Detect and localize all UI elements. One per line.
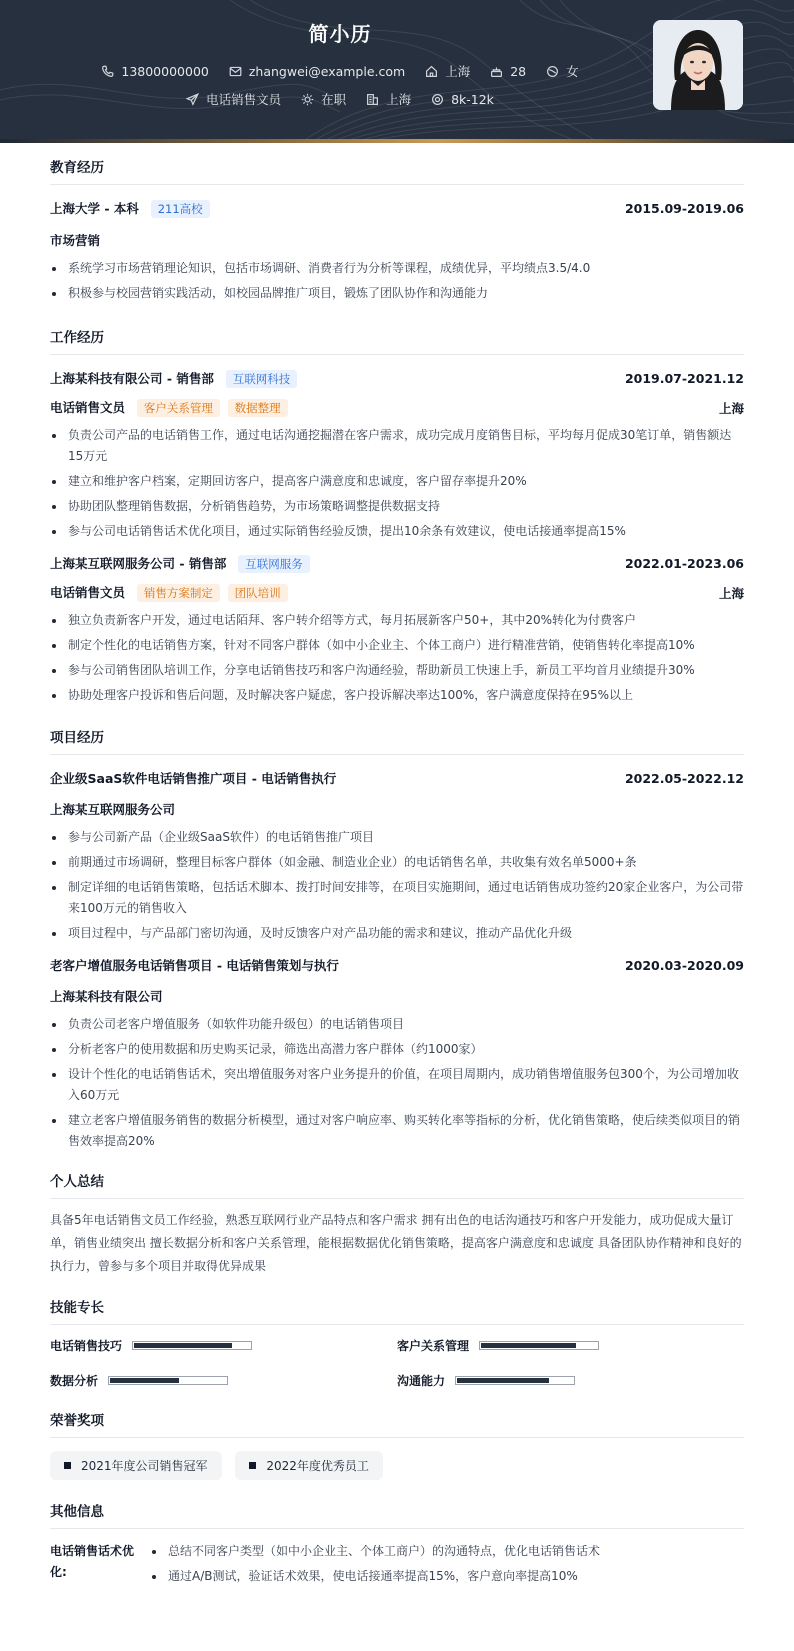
- intent-salary-text: 8k-12k: [451, 91, 494, 107]
- work-company: 上海某互联网服务公司 - 销售部: [50, 556, 227, 571]
- candidate-name: 简小历: [308, 22, 372, 46]
- list-item: 前期通过市场调研，整理目标客户群体（如金融、制造业企业）的电话销售名单，共收集有效名单5000+条: [50, 852, 744, 873]
- award-text: 2021年度公司销售冠军: [81, 1459, 208, 1473]
- phone-icon: [101, 65, 114, 78]
- intent-position-text: 电话销售文员: [206, 92, 282, 107]
- work-entry-header: [50, 554, 744, 573]
- work-date: 2022.01-2023.06: [624, 556, 744, 571]
- work-company-group: [50, 554, 310, 573]
- avatar: [653, 20, 743, 110]
- project-bullets: [50, 827, 744, 944]
- skills-grid: [50, 1337, 744, 1389]
- resume-header: [0, 0, 794, 143]
- award-bullet-icon: [64, 1462, 71, 1469]
- list-item: 制定个性化的电话销售方案，针对不同客户群体（如中小企业主、个体工商户）进行精准营销，使销售转化率提高10%: [50, 635, 744, 656]
- contact-location-text: 上海: [445, 64, 471, 79]
- intent-city: [366, 90, 411, 108]
- list-item: 系统学习市场营销理论知识，包括市场调研、消费者行为分析等课程，成绩优异，平均绩点3.5/4.0: [50, 258, 744, 279]
- project-name: 企业级SaaS软件电话销售推广项目 - 电话销售执行: [50, 771, 337, 786]
- awards-list: [50, 1451, 744, 1480]
- section-title-projects: 项目经历: [50, 726, 744, 755]
- list-item: 参与公司电话销售话术优化项目，通过实际销售经验反馈，提出10余条有效建议，使电话接通率提高15%: [50, 521, 744, 542]
- avatar-portrait: [653, 20, 743, 110]
- skill-label: 沟通能力: [397, 1374, 446, 1388]
- skill-item: [50, 1337, 397, 1354]
- work-entry: [50, 554, 744, 706]
- education-school-tag: 211高校: [151, 200, 210, 218]
- contact-phone: [101, 64, 208, 79]
- work-skill-tag: 数据整理: [228, 399, 288, 417]
- work-role: 电话销售文员: [50, 585, 126, 600]
- section-title-summary: 个人总结: [50, 1170, 744, 1199]
- work-industry-tag: 互联网服务: [238, 555, 310, 573]
- projects-section: [50, 726, 744, 1152]
- work-city: 上海: [718, 400, 744, 416]
- project-entry: [50, 769, 744, 944]
- list-item: 总结不同客户类型（如中小企业主、个体工商户）的沟通特点，优化电话销售话术: [150, 1541, 600, 1562]
- summary-section: [50, 1170, 744, 1278]
- other-bullets: [150, 1541, 600, 1591]
- contact-age: [490, 64, 526, 79]
- education-major: 市场营销: [50, 233, 101, 248]
- work-skill-tag: 团队培训: [228, 584, 288, 602]
- list-item: 建立和维护客户档案，定期回访客户，提高客户满意度和忠诚度，客户留存率提升20%: [50, 471, 744, 492]
- skill-fill: [110, 1378, 179, 1383]
- other-section: [50, 1500, 744, 1591]
- skill-bar: [479, 1341, 599, 1350]
- other-label: 电话销售话术优化:: [50, 1544, 135, 1579]
- skill-bar: [132, 1341, 252, 1350]
- section-title-skills: 技能专长: [50, 1296, 744, 1325]
- work-skill-tag: 客户关系管理: [137, 399, 220, 417]
- award-bullet-icon: [249, 1462, 256, 1469]
- work-company-group: [50, 369, 297, 388]
- list-item: 协助处理客户投诉和售后问题，及时解决客户疑虑，客户投诉解决率达100%，客户满意度保持在95%以上: [50, 685, 744, 706]
- education-school-group: [50, 199, 210, 218]
- contact-email: [229, 64, 405, 79]
- job-intent-row: [0, 90, 680, 109]
- contact-age-text: 28: [510, 63, 527, 79]
- list-item: 协助团队整理销售数据，分析销售趋势，为市场策略调整提供数据支持: [50, 496, 744, 517]
- work-skill-tag: 销售方案制定: [137, 584, 220, 602]
- list-item: 制定详细的电话销售策略，包括话术脚本、拨打时间安排等，在项目实施期间，通过电话销售成功签约20家企业客户，为公司带来100万元的销售收入: [50, 877, 744, 919]
- intent-status-text: 在职: [321, 92, 347, 107]
- intent-status: [301, 90, 346, 108]
- contact-email-text: zhangwei@example.com: [248, 63, 406, 79]
- contact-phone-text: 13800000000: [121, 63, 209, 79]
- building-icon: [366, 93, 379, 106]
- skill-bar: [455, 1376, 575, 1385]
- skill-bar: [108, 1376, 228, 1385]
- project-org: 上海某互联网服务公司: [50, 802, 176, 817]
- send-icon: [186, 93, 199, 106]
- intent-position: [186, 90, 281, 108]
- intent-salary: [431, 92, 494, 107]
- education-school: 上海大学 - 本科: [50, 201, 139, 216]
- project-entry: [50, 956, 744, 1152]
- work-role-group: [50, 583, 288, 602]
- cake-icon: [490, 65, 503, 78]
- skill-fill: [457, 1378, 549, 1383]
- work-role: 电话销售文员: [50, 400, 126, 415]
- section-title-work: 工作经历: [50, 326, 744, 355]
- education-header-row: [50, 199, 744, 218]
- work-bullets: [50, 425, 744, 542]
- skill-fill: [134, 1343, 232, 1348]
- mail-icon: [229, 65, 242, 78]
- work-role-group: [50, 398, 288, 417]
- intent-city-text: 上海: [386, 92, 412, 107]
- skills-section: [50, 1296, 744, 1389]
- status-icon: [301, 93, 314, 106]
- work-industry-tag: 互联网科技: [226, 370, 298, 388]
- work-role-row: [50, 583, 744, 602]
- skill-fill: [481, 1343, 576, 1348]
- work-section: [50, 326, 744, 706]
- skill-label: 电话销售技巧: [50, 1339, 123, 1353]
- education-bullets: [50, 258, 744, 304]
- skill-item: [397, 1372, 744, 1389]
- list-item: 建立老客户增值服务销售的数据分析模型，通过对客户响应率、购买转化率等指标的分析，优化销售策略，使后续类似项目的销售效率提高20%: [50, 1110, 744, 1152]
- other-row: [50, 1541, 744, 1591]
- award-badge: [235, 1451, 383, 1480]
- list-item: 参与公司新产品（企业级SaaS软件）的电话销售推广项目: [50, 827, 744, 848]
- education-section: [50, 156, 744, 304]
- skill-item: [397, 1337, 744, 1354]
- list-item: 通过A/B测试，验证话术效果，使电话接通率提高15%，客户意向率提高10%: [150, 1566, 600, 1587]
- work-city: 上海: [718, 585, 744, 601]
- awards-section: [50, 1409, 744, 1480]
- skill-label: 客户关系管理: [397, 1339, 470, 1353]
- contact-location: [425, 62, 470, 80]
- work-entry: [50, 369, 744, 542]
- work-role-row: [50, 398, 744, 417]
- salary-icon: [431, 93, 444, 106]
- project-date: 2022.05-2022.12: [624, 770, 744, 786]
- summary-text: 具备5年电话销售文员工作经验，熟悉互联网行业产品特点和客户需求 拥有出色的电话沟通技巧和客户开发能力，成功促成大量订单，销售业绩突出 擅长数据分析和客户关系管理，能根据数据优化销售策略，提高客户满意度和忠诚度 具备团队协作精神和良好的执行力，曾参与多个项目并取得优异成果: [50, 1213, 742, 1273]
- award-badge: [50, 1451, 222, 1480]
- list-item: 参与公司销售团队培训工作，分享电话销售技巧和客户沟通经验，帮助新员工快速上手，新员工平均首月业绩提升30%: [50, 660, 744, 681]
- project-org: 上海某科技有限公司: [50, 989, 163, 1004]
- work-entry-header: [50, 369, 744, 388]
- list-item: 分析老客户的使用数据和历史购买记录，筛选出高潜力客户群体（约1000家）: [50, 1039, 744, 1060]
- project-header: [50, 956, 744, 974]
- project-name: 老客户增值服务电话销售项目 - 电话销售策划与执行: [50, 958, 339, 973]
- work-date: 2019.07-2021.12: [624, 371, 744, 386]
- section-title-education: 教育经历: [50, 156, 744, 185]
- resume-body: [50, 143, 744, 1591]
- education-date: 2015.09-2019.06: [624, 201, 744, 216]
- list-item: 设计个性化的电话销售话术，突出增值服务对客户业务提升的价值，在项目周期内，成功销售增值服务包300个，为公司增加收入60万元: [50, 1064, 744, 1106]
- work-company: 上海某科技有限公司 - 销售部: [50, 371, 214, 386]
- section-title-other: 其他信息: [50, 1500, 744, 1529]
- list-item: 项目过程中，与产品部门密切沟通，及时反馈客户对产品功能的需求和建议，推动产品优化升级: [50, 923, 744, 944]
- skill-item: [50, 1372, 397, 1389]
- contact-info-row: [0, 62, 680, 81]
- award-text: 2022年度优秀员工: [266, 1459, 369, 1473]
- list-item: 负责公司老客户增值服务（如软件功能升级包）的电话销售项目: [50, 1014, 744, 1035]
- skill-label: 数据分析: [50, 1374, 99, 1388]
- home-icon: [425, 65, 438, 78]
- list-item: 独立负责新客户开发，通过电话陌拜、客户转介绍等方式，每月拓展新客户50+，其中20%转化为付费客户: [50, 610, 744, 631]
- project-date: 2020.03-2020.09: [624, 957, 744, 973]
- contact-gender-text: 女: [566, 64, 579, 79]
- list-item: 积极参与校园营销实践活动，如校园品牌推广项目，锻炼了团队协作和沟通能力: [50, 283, 744, 304]
- gender-icon: [546, 65, 559, 78]
- work-bullets: [50, 610, 744, 706]
- project-header: [50, 769, 744, 787]
- contact-gender: [546, 62, 579, 80]
- list-item: 负责公司产品的电话销售工作，通过电话沟通挖掘潜在客户需求，成功完成月度销售目标，平均每月促成30笔订单，销售额达15万元: [50, 425, 744, 467]
- section-title-awards: 荣誉奖项: [50, 1409, 744, 1438]
- project-bullets: [50, 1014, 744, 1152]
